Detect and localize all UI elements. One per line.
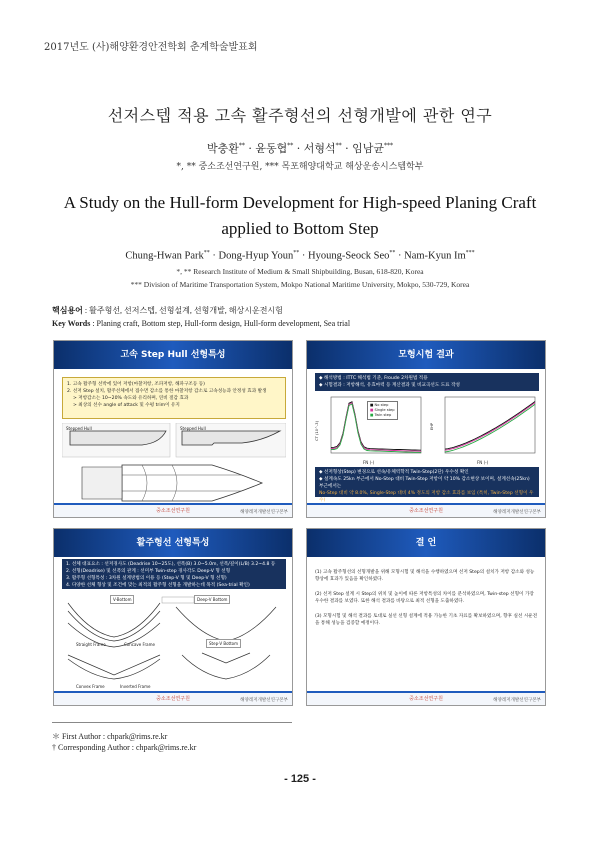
page-number: - 125 -: [284, 773, 316, 785]
slide-org: 중소조선연구원: [409, 508, 443, 514]
slide-model-test-results: [306, 340, 546, 518]
footnote-first-author: ＊ First Author : chpark@rims.re.kr: [52, 732, 168, 741]
author-en-1-mark: **: [203, 250, 210, 256]
author-en-1: Chung-Hwan Park: [125, 250, 204, 262]
author-separator: ·: [212, 250, 216, 262]
keywords-korean-text: : 활주형선, 선저스텝, 선형설계, 선형개발, 해상시운전시험: [82, 306, 283, 315]
chart-legend: [367, 401, 398, 420]
keywords-korean: [52, 305, 283, 316]
author-separator: ·: [248, 142, 252, 155]
author-en-3-mark: **: [389, 250, 396, 256]
keywords-english: [52, 319, 350, 328]
affiliation-korean: *, ** 중소조선연구원, *** 목포해양대학교 해상운송시스템학부: [176, 162, 424, 172]
slide-line: ◆ 설계속도 25kn 부근에서 No-Step 대비 Twin-Step 저항이 약 10% 감소현상 보이며, 설계선속(25kn) 부근에서는: [319, 477, 530, 489]
slide-line: No-Step 대비 약 8.0%, Single-Step 대비 4% 정도의 저항 감소 효과를 보임 (특히, Twin-Step 선형이 우수): [319, 491, 534, 503]
author-en-4-mark: ***: [465, 250, 475, 256]
slide-org: 중소조선연구원: [156, 508, 190, 514]
slide-line: 3. 활주형 선형특성 : 3차원 설계방법의 이용 등 (Step-V 형 및 Deep-V 형 선형): [66, 576, 227, 581]
author-en-2: Dong-Hyup Youn: [218, 250, 294, 262]
slide-planing-hull-characteristics: [53, 528, 293, 706]
author-ko-3-mark: **: [335, 142, 342, 150]
slide-footer-text: 해양레저개발선연구본부: [240, 510, 288, 515]
author-ko-1: 박충환: [206, 142, 239, 155]
slide-line: > 최상의 선수 angle of attack 및 수평 trim이 유지: [73, 403, 180, 408]
frame-sections-figure: [62, 593, 286, 687]
x-axis-label: FN (-): [477, 460, 489, 465]
author-en-2-mark: **: [293, 250, 300, 256]
author-en-3: Hyoung-Seock Seo: [307, 250, 390, 262]
author-separator: ·: [301, 250, 306, 262]
author-ko-2: 윤동협: [255, 142, 288, 155]
legend-item: ■ No step: [370, 403, 389, 407]
slide-title: 모형시험 결과: [398, 350, 454, 360]
affiliation-english-2: *** Division of Maritime Transportation System, Mokpo National Maritime University, Mokpo, 530-729, Korea: [130, 280, 470, 289]
author-ko-2-mark: **: [287, 142, 294, 150]
slide-text-box: [62, 559, 286, 589]
slide-line: 4. 다양한 선체 형상 및 조건에 맞는 최적의 활주형 선형을 개발하는데 목적 (Sea-trial 확인): [66, 583, 250, 588]
keywords-english-text: : Planing craft, Bottom step, Hull-form design, Hull-form development, Sea trial: [90, 319, 351, 328]
conclusion-item: (1) 고속 활주형선의 선형개발을 위해 모형시험 및 해석을 수행하였으며 선저 Step의 설치가 저항 감소와 성능 향상에 효과가 있음을 확인하였다.: [315, 570, 535, 582]
slide-line: ◆ 선저형상(Step) 변경으로 선속/유체역학적 Twin-Step(2단) 우수성 확인: [319, 470, 469, 475]
author-ko-4-mark: ***: [384, 142, 394, 150]
title-en-line-1: A Study on the Hull-form Development for High-speed Planing Craft: [63, 193, 537, 212]
slide-line: 2. 선저 Step 설치, 활주선체에서 접수면 감소를 통한 마찰저항 감소로 고속성능과 안정성 효과 발생: [67, 389, 267, 394]
y-axis-label: EHP: [430, 423, 434, 431]
frame-tag: V-Bottom: [110, 595, 134, 604]
slide-title: 고속 Step Hull 선형특성: [120, 350, 226, 360]
slide-org: 중소조선연구원: [156, 696, 190, 702]
footnote-rule: [52, 722, 292, 723]
slide-line: 2. 선형(Deadrise) 및 선폭의 관계 : 선미부 Twin-step 경사각도 Deep-V 형 선형: [66, 569, 231, 574]
author-separator: ·: [397, 250, 402, 262]
stepped-hull-label: Stepped Hull: [66, 426, 92, 431]
frame-caption: Straight Frame: [76, 642, 106, 647]
slide-line: 1. 고속 활주형 선박에 있어 저항(마찰저항, 조파저항, 해파구조등 등): [67, 382, 205, 387]
y-axis-label: CT (10^-3): [315, 421, 319, 441]
slide-line: ◆ 해석방법 : ITTC 해석법 기준, Froude 2차원법 적용: [319, 376, 428, 381]
legend-item: ■ Twin step: [370, 413, 392, 417]
keywords-english-label: Key Words: [52, 319, 91, 328]
conclusion-text: [315, 569, 539, 627]
slide-note-box: [315, 467, 539, 503]
legend-label: Single step: [374, 408, 395, 412]
frame-caption: Concave Frame: [124, 642, 155, 647]
slide-footer: [307, 691, 545, 705]
conclusion-item: (2) 선저 Step 설계 시 Step의 위치 및 높이에 따른 저항특성의 차이를 분석하였으며, Twin-step 선형이 가장 우수한 결과를 보였다. 또한 해석 결과를 바탕으로 최적 선형을 도출하였다.: [315, 592, 534, 604]
hull-side-views-figure: [62, 423, 286, 503]
affiliation-english-1: *, ** Research Institute of Medium & Small Shipbuilding, Busan, 618-820, Korea: [176, 267, 424, 276]
stepped-hull-label: Stepped Hull: [180, 426, 206, 431]
slide-line: 1. 선체 대표요소 : 선저경사도 (Deadrise 10~25도), 선폭(B) 3.0~5.0m, 선폭/깊이(L/B) 3.2~4.8 등: [66, 562, 276, 567]
author-en-4: Nam-Kyun Im: [404, 250, 466, 262]
frame-tag: Deep-V Bottom: [194, 595, 230, 604]
x-axis-label: FN (-): [363, 460, 375, 465]
slide-footer-text: 해양레저개발선연구본부: [493, 510, 541, 515]
slide-footer: [54, 691, 292, 705]
title-en-line-2: applied to Bottom Step: [221, 219, 379, 238]
authors-english: [0, 250, 600, 262]
paper-title-korean: 선저스텝 적용 고속 활주형선의 선형개발에 관한 연구: [107, 106, 493, 125]
legend-label: Twin step: [374, 413, 392, 417]
frame-tag: Step-V Bottom: [206, 639, 241, 648]
author-ko-3: 서형석: [303, 142, 336, 155]
legend-item: ■ Single step: [370, 408, 395, 412]
slide-line: > 저항감소는 10~20% 속도와 유리하며, 연비 절감 효과: [73, 396, 189, 401]
slide-footer: [54, 503, 292, 517]
slide-org: 중소조선연구원: [409, 696, 443, 702]
slide-text-box: [315, 373, 539, 391]
slide-text-box: [62, 377, 286, 419]
author-ko-4: 임남균: [352, 142, 385, 155]
author-separator: ·: [345, 142, 349, 155]
author-separator: ·: [296, 142, 301, 155]
ehp-chart-right: [429, 395, 539, 465]
slide-title: 결 언: [415, 538, 437, 548]
footnote-corresponding-author: † Corresponding Author : chpark@rims.re.kr: [52, 743, 197, 752]
author-ko-1-mark: **: [238, 142, 245, 150]
slide-conclusion: [306, 528, 546, 706]
frame-caption: Inverted Frame: [120, 684, 151, 689]
slide-footer: [307, 503, 545, 517]
conference-header: 2017년도 (사)해양환경안전학회 춘계학술발표회: [44, 42, 258, 53]
slide-footer-text: 해양레저개발선연구본부: [240, 698, 288, 703]
slide-footer-text: 해양레저개발선연구본부: [493, 698, 541, 703]
frame-caption: Convex Frame: [76, 684, 105, 689]
keywords-korean-label: 핵심용어: [52, 306, 83, 315]
slide-line: ◆ 시험결과 : 저항해석, 유효마력 등 계산결과 및 비교곡선도 도표 작성: [319, 383, 460, 388]
authors-korean: [0, 140, 600, 156]
conclusion-item: (3) 모형시험 및 해석 결과를 토대로 실선 선형 설계에 적용 가능한 기초 자료를 확보하였으며, 향후 실선 시운전을 통해 성능을 검증할 예정이다.: [315, 614, 538, 626]
paper-title-english: [40, 190, 560, 242]
slide-step-hull: [53, 340, 293, 518]
slide-title: 활주형선 선형특성: [136, 538, 210, 548]
legend-label: No step: [374, 403, 389, 407]
